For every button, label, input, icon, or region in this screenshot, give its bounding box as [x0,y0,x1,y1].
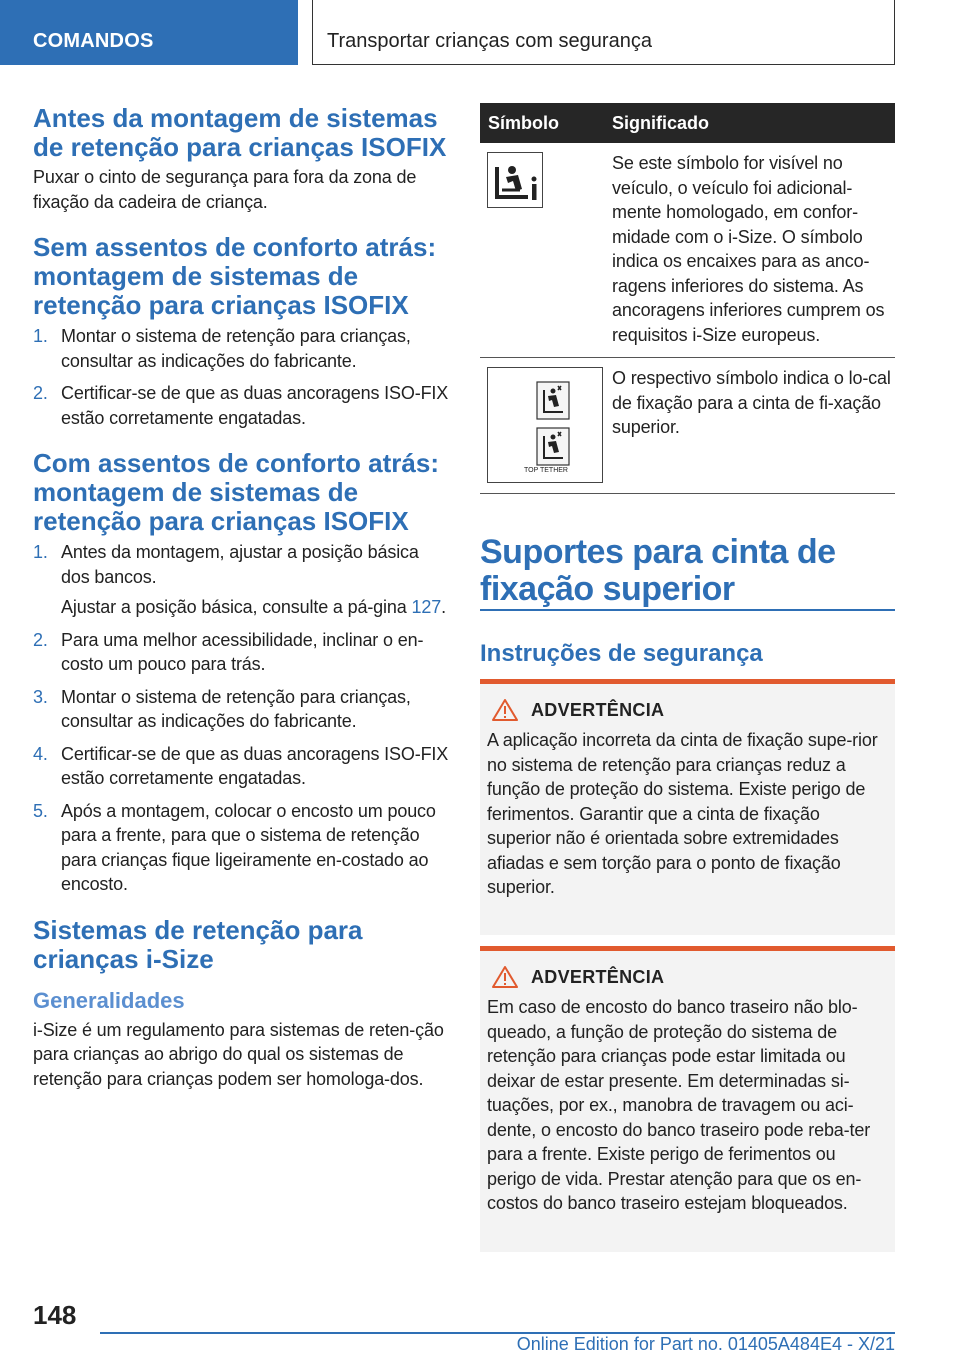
warning-triangle-icon [491,698,519,722]
heading-before-isofix: Antes da montagem de sistemas de retenção para crianças ISOFIX [33,103,447,162]
top-tether-icon [487,367,603,483]
edition-text: Online Edition for Part no. 01405A484E4 - X/21 [516,1334,895,1354]
warning-header [491,965,887,989]
paragraph-pull-belt: Puxar o cinto de segurança para fora da zona de fixação da cadeira de criança. [33,167,417,212]
heading-without-comfort-seats: Sem assentos de conforto atrás: montagem de sistemas de retenção para crianças ISOFIX [33,232,437,320]
section-title: Suportes para cinta de fixação superior [480,533,836,608]
table-row [480,358,895,494]
row-text: Se este símbolo for visível no veículo, o veículo foi adicional-mente homologado, em confor-midade com o i-Size. O símbolo indica os encaixes para as anco-ragens inferiores do sistema. As ancoragens inferiores cumprem os requisitos i-Size europeus. [612,153,885,345]
symbol-table [480,103,895,494]
warning-triangle-icon [491,965,519,989]
list-item: 3. Montar o sistema de retenção para crianças, consultar as indicações do fabricante. [33,686,411,731]
paragraph-isize: i-Size é um regulamento para sistemas de reten-ção para crianças ao abrigo do qual os sistemas de retenção para crianças podem ser homologa-dos. [33,1019,444,1089]
title-rule [480,609,895,611]
steps-with-comfort-seats [33,540,451,897]
left-column [33,104,451,1091]
safety-instructions-heading: Instruções de segurança [480,640,763,667]
table-header [480,103,895,143]
chapter-tab [0,0,298,65]
warning-box [480,679,895,935]
warning-header [491,698,887,722]
section-header [312,0,895,65]
list-item: 4. Certificar-se de que as duas ancoragens ISO-FIX estão corretamente engatadas. [33,743,449,788]
list-item: 1. Montar o sistema de retenção para crianças, consultar as indicações do fabricante. [33,326,411,371]
page-number: 148 [33,1300,77,1330]
steps-without-comfort-seats [33,324,451,430]
column-header-meaning: Significado [612,113,710,133]
subheading-generalities: Generalidades [33,987,185,1013]
chapter-label: COMANDOS [33,30,154,52]
isofix-isize-icon [487,152,543,208]
heading-isize: Sistemas de retenção para crianças i-Size [33,914,363,974]
warning-label: ADVERTÊNCIA [531,966,665,987]
warning-label: ADVERTÊNCIA [531,699,665,720]
table-row [480,143,895,358]
step-sub-text: Ajustar a posição básica, consulte a pá-gina 127. [61,597,446,617]
row-text: O respectivo símbolo indica o lo-cal de fixação para a cinta de fi-xação superior. [612,368,891,437]
list-item: 5. Após a montagem, colocar o encosto um pouco para a frente, para que o sistema de retenção para crianças fique ligeiramente en-costado ao encosto. [33,800,436,894]
top-tether-label: TOP TETHER [524,467,568,474]
list-item: 2. Para uma melhor acessibilidade, inclinar o en-costo um pouco para trás. [33,629,424,674]
list-item: 2. Certificar-se de que as duas ancoragens ISO-FIX estão corretamente engatadas. [33,383,449,428]
heading-with-comfort-seats: Com assentos de conforto atrás: montagem de sistemas de retenção para crianças ISOFIX [33,448,439,536]
section-label: Transportar crianças com segurança [327,30,652,52]
warning-text: A aplicação incorreta da cinta de fixação supe-rior no sistema de retenção para crianças reduz a função de proteção do sistema. Existe perigo de ferimentos. Garantir que a cinta de fixação superior não é orientada sobre extremidades afiadas e sem torção para o ponto de fixação superior. [487,730,878,897]
top-tether-section [480,534,895,608]
warning-text: Em caso de encosto do banco traseiro não blo-queado, a função de proteção do sistema de retenção para crianças pode estar limitada ou deixar de estar presente. Em determinadas si-tuações, por ex., manobra de travagem ou aci-dente, o encosto do banco traseiro pode reba-ter para a frente. Existe perigo de ferimentos ou perigo de vida. Prestar atenção para que os en-costos do banco traseiro estejam bloqueados. [487,997,871,1213]
column-header-symbol: Símbolo [488,113,559,133]
page-reference-link[interactable]: 127 [411,597,442,617]
list-item: 1. Antes da montagem, ajustar a posição básica dos bancos. Ajustar a posição básica, consulte a pá-gina 127. [33,540,451,620]
warning-box [480,946,895,1252]
safety-instructions-heading-wrap [480,640,895,668]
